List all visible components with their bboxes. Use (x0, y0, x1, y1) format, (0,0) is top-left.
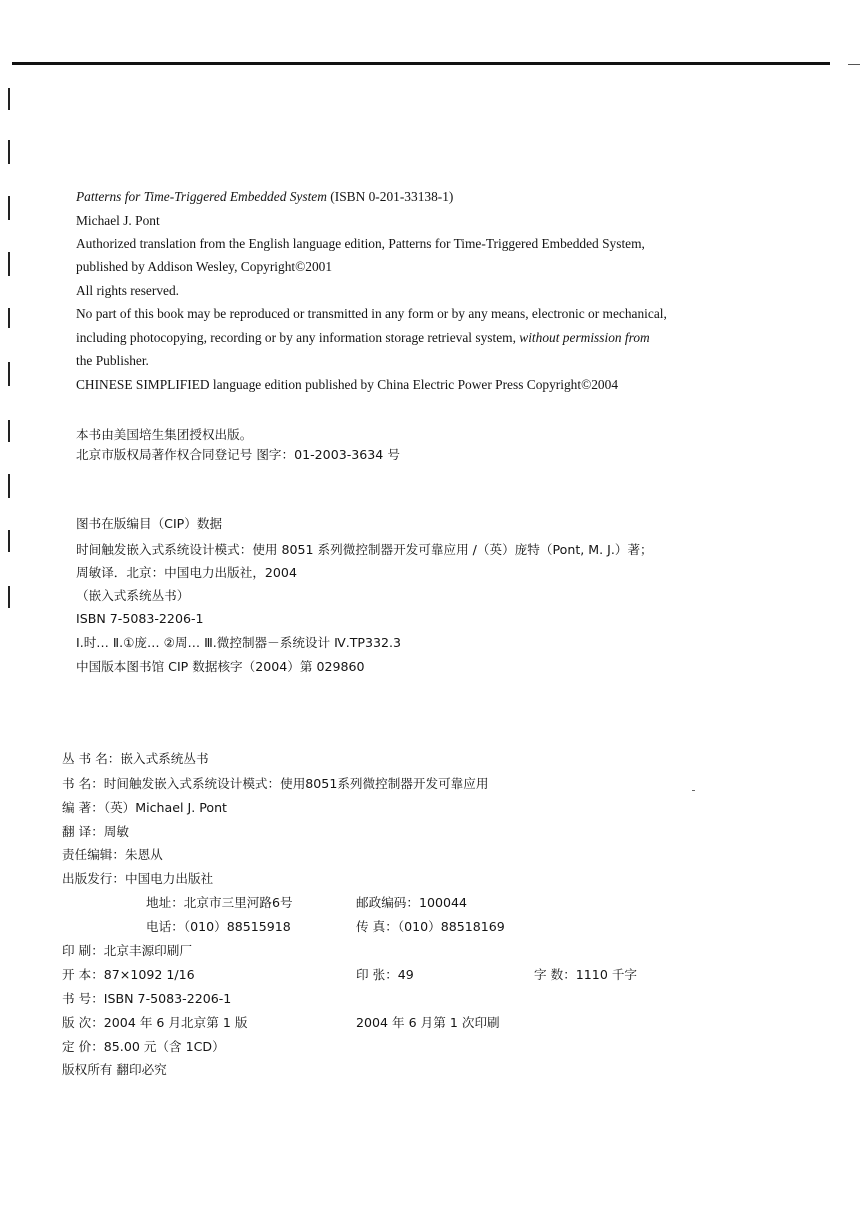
author-line: Michael J. Pont (76, 213, 160, 228)
colophon-title: 书 名：时间触发嵌入式系统设计模式：使用8051系列微控制器开发可靠应用 (62, 776, 489, 791)
scan-margin-mark (8, 140, 10, 164)
colophon-phone: 电话：（010）88515918 (146, 919, 291, 934)
scan-speck (692, 790, 695, 791)
authorized-line-2: published by Addison Wesley, Copyright©2001 (76, 259, 333, 274)
scan-margin-mark (8, 362, 10, 386)
colophon-isbn: 书 号：ISBN 7-5083-2206-1 (62, 991, 232, 1006)
scan-margin-mark (8, 474, 10, 498)
colophon-postcode: 邮政编码：100044 (356, 895, 468, 910)
cip-line-5: Ⅰ.时… Ⅱ.①庞… ②周… Ⅲ.微控制器－系统设计 Ⅳ.TP332.3 (76, 635, 402, 650)
colophon-translator: 翻 译：周敏 (62, 824, 129, 839)
cip-line-3: （嵌入式系统丛书） (76, 588, 190, 603)
original-isbn: (ISBN 0-201-33138-1) (326, 189, 454, 204)
cip-heading: 图书在版编目（CIP）数据 (76, 516, 223, 531)
colophon-edition: 版 次：2004 年 6 月北京第 1 版 (62, 1015, 248, 1030)
colophon-format: 开 本：87×1092 1/16 (62, 967, 195, 982)
colophon-address: 地址：北京市三里河路6号 (146, 895, 293, 910)
cip-line-4: ISBN 7-5083-2206-1 (76, 611, 204, 626)
rights-line: All rights reserved. (76, 283, 180, 298)
original-title: Patterns for Time-Triggered Embedded System (76, 189, 327, 204)
colophon-printing: 2004 年 6 月第 1 次印刷 (356, 1015, 500, 1030)
no-part-line-2-roman: including photocopying, recording or by any information storage retrieval system, (76, 330, 520, 345)
colophon-words: 字 数：1110 千字 (534, 967, 638, 982)
colophon-price: 定 价：85.00 元（含 1CD） (62, 1039, 225, 1054)
colophon-sheets: 印 张：49 (356, 967, 414, 982)
authorized-line-1: Authorized translation from the English language edition, Patterns for Time-Triggered Embedded System, (76, 236, 645, 251)
top-rule (12, 62, 830, 65)
colophon-series: 丛 书 名：嵌入式系统丛书 (62, 751, 209, 766)
cip-line-1: 时间触发嵌入式系统设计模式：使用 8051 系列微控制器开发可靠应用 /（英）庞特（Pont, M. J.）著； (76, 542, 653, 557)
no-part-line-1: No part of this book may be reproduced or transmitted in any form or by any means, electronic or mechanical, (76, 306, 667, 321)
scan-margin-mark (8, 88, 10, 110)
colophon-copyright: 版权所有 翻印必究 (62, 1062, 167, 1077)
scan-margin-mark (8, 196, 10, 220)
scan-margin-mark (8, 420, 10, 442)
license-line-1: 本书由美国培生集团授权出版。 (76, 427, 253, 442)
colophon-publisher: 出版发行：中国电力出版社 (62, 871, 214, 886)
colophon-fax: 传 真：（010）88518169 (356, 919, 505, 934)
no-part-line-2 (76, 329, 650, 347)
license-line-2: 北京市版权局著作权合同登记号 图字：01-2003-3634 号 (76, 447, 400, 462)
no-part-line-2-italic: without permission from (519, 330, 650, 345)
scan-margin-mark (8, 308, 10, 328)
cip-line-2: 周敏译．北京：中国电力出版社，2004 (76, 565, 297, 580)
no-part-line-3: the Publisher. (76, 353, 149, 368)
cip-line-6: 中国版本图书馆 CIP 数据核字（2004）第 029860 (76, 659, 365, 674)
top-rule-tail (848, 64, 860, 65)
scan-margin-mark (8, 530, 10, 552)
original-title-line (76, 188, 453, 206)
scan-margin-mark (8, 252, 10, 276)
colophon-author: 编 著：（英）Michael J. Pont (62, 800, 227, 815)
colophon-printer: 印 刷：北京丰源印刷厂 (62, 943, 192, 958)
scan-margin-mark (8, 586, 10, 608)
colophon-editor: 责任编辑：朱恩从 (62, 847, 163, 862)
chinese-edition-line: CHINESE SIMPLIFIED language edition published by China Electric Power Press Copyright©2004 (76, 377, 619, 392)
